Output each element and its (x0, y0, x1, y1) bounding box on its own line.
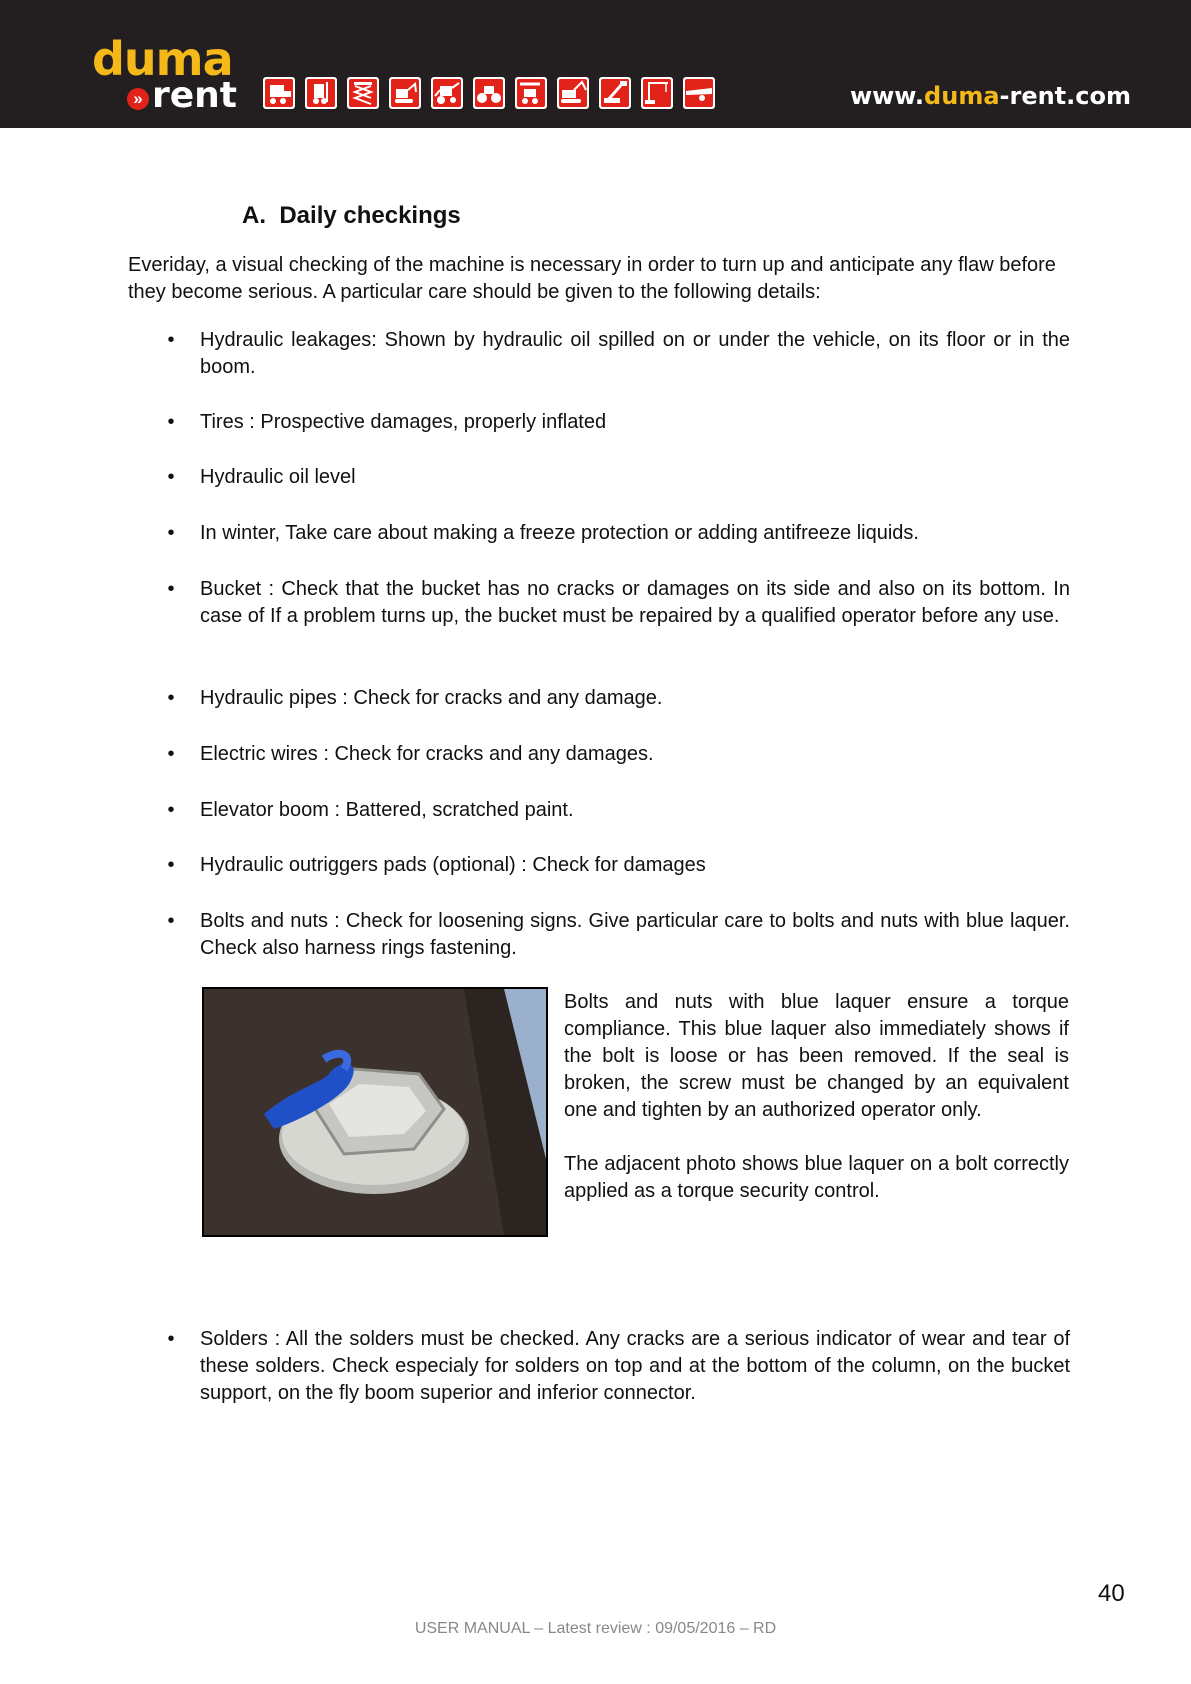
list-item: • Tires : Prospective damages, properly inflated (167, 411, 607, 433)
excavator-icon (557, 77, 589, 109)
page-number: 40 (1098, 1580, 1125, 1607)
list-item: • Hydraulic leakages: Shown by hydraulic oil spilled on or under the vehicle, on its floor or in the boom. (167, 329, 1070, 378)
list-item: • Hydraulic outriggers pads (optional) : Check for damages (167, 854, 706, 876)
boom-lift-icon (599, 77, 631, 109)
crane-icon (641, 77, 673, 109)
list-item: • In winter, Take care about making a freeze protection or adding antifreeze liquids. (167, 522, 919, 544)
photo-caption-paragraph: Bolts and nuts with blue laquer ensure a torque compliance. This blue laquer also immediately shows if the bolt is loose or has been removed. If the seal is broken, the screw must be changed by an equivalent one and tighten by an authorized operator only. (564, 991, 1069, 1121)
footer-text: USER MANUAL – Latest review : 09/05/2016 – RD (414, 1620, 777, 1637)
skid-steer-icon (263, 77, 295, 109)
logo-duma: duma (92, 32, 233, 86)
mini-excavator-icon (389, 77, 421, 109)
logo-arrow-icon: » (127, 88, 149, 110)
list-item: • Solders : All the solders must be checked. Any cracks are a serious indicator of wear and tear of these solders. Check especialy for solders on top and at the bottom of the column, on the bucket support, on the fly boom superior and inferior connector. (167, 1328, 1070, 1404)
scissor-lift-icon (347, 77, 379, 109)
bolt-photo (202, 987, 548, 1237)
machine-icons-strip (262, 76, 718, 110)
backhoe-icon (431, 77, 463, 109)
list-item: • Hydraulic pipes : Check for cracks and any damage. (167, 687, 663, 709)
list-item: • Elevator boom : Battered, scratched paint. (167, 799, 574, 821)
list-item: • Bolts and nuts : Check for loosening signs. Give particular care to bolts and nuts with blue laquer. Check also harness rings fastening. (167, 910, 1070, 959)
trailer-icon (683, 77, 715, 109)
page-header (0, 0, 1191, 128)
intro-paragraph: Everiday, a visual checking of the machine is necessary in order to turn up and anticipate any flaw before they become serious. A particular care should be given to the following details: (128, 254, 1056, 303)
website-url[interactable]: www.duma-rent.com (849, 82, 1131, 110)
section-title: A. Daily checkings (242, 202, 461, 229)
compactor-icon (473, 77, 505, 109)
forklift-icon (305, 77, 337, 109)
logo-rent: rent (152, 75, 238, 116)
list-item: • Electric wires : Check for cracks and any damages. (167, 743, 654, 765)
bolt-illustration (204, 989, 546, 1235)
list-item: • Hydraulic oil level (167, 466, 356, 488)
telehandler-icon (515, 77, 547, 109)
list-item: • Bucket : Check that the bucket has no cracks or damages on its side and also on its bottom. In case of If a problem turns up, the bucket must be repaired by a qualified operator before any use. (167, 578, 1070, 627)
photo-caption-paragraph: The adjacent photo shows blue laquer on a bolt correctly applied as a torque security control. (564, 1153, 1069, 1202)
photo-caption (564, 989, 1069, 1232)
